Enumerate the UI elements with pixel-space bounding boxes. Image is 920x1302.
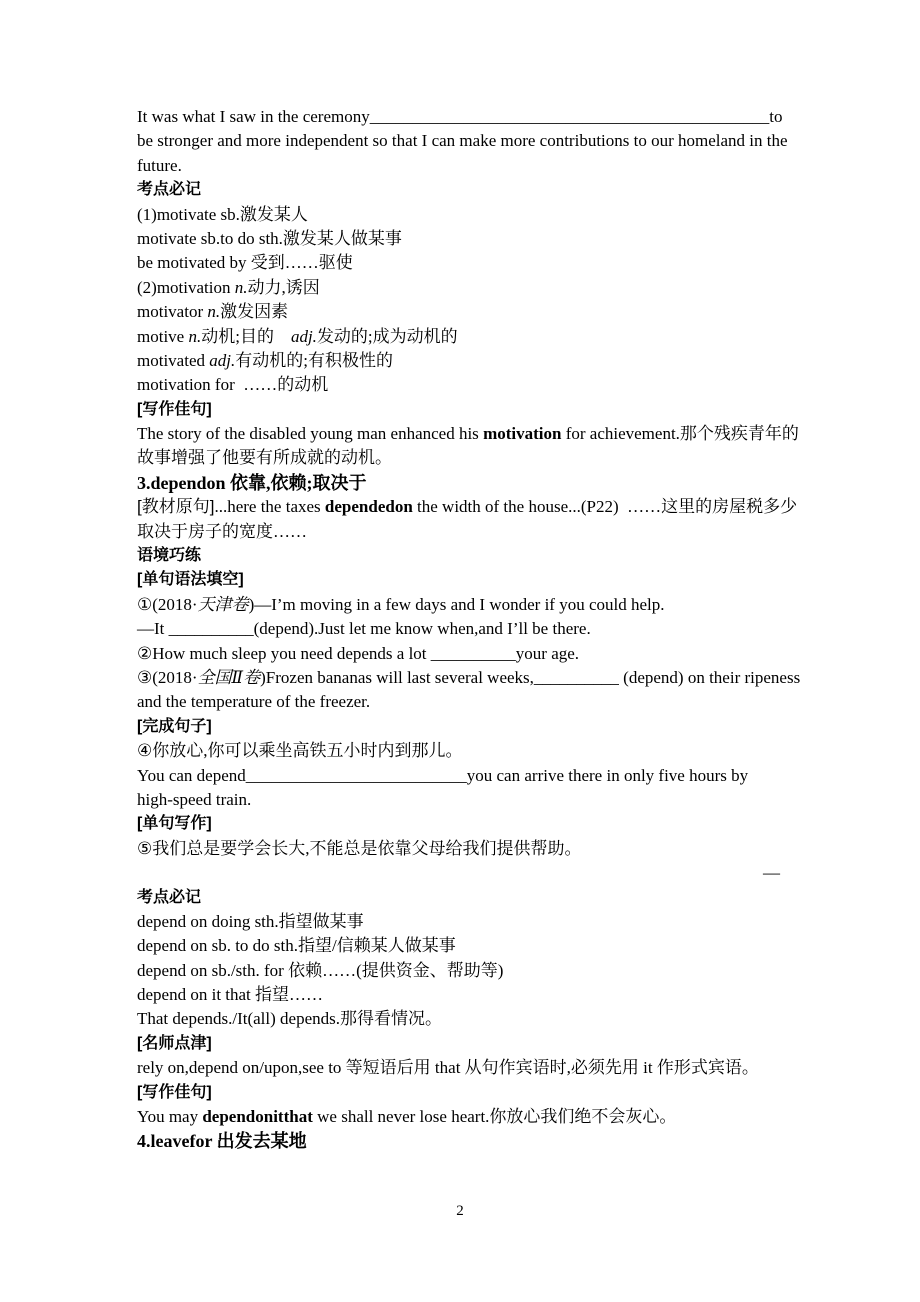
text-segment: be stronger and more independent so that I can make more contributions to our homeland in the — [137, 131, 788, 151]
text-segment: (2)motivation — [137, 277, 235, 297]
text-segment: ⑤我们总是要学会长大,不能总是依靠父母给我们提供帮助。 — [137, 838, 582, 858]
text-segment: depend on doing sth.指望做某事 — [137, 911, 364, 931]
text-segment: 4.leavefor 出发去某地 — [137, 1131, 307, 1152]
section-label-yujing — [137, 544, 780, 568]
text-segment: )Frozen bananas will last several weeks, — [260, 667, 534, 687]
text-segment: high-speed train. — [137, 789, 252, 809]
text-segment: ...here the taxes — [214, 497, 325, 517]
text-segment: 有动机的;有积极性的 — [235, 350, 393, 370]
text-segment: motivator — [137, 302, 208, 322]
text-segment: [写作佳句] — [137, 400, 212, 418]
text-line — [137, 520, 780, 544]
text-line — [137, 349, 780, 373]
textbook-sentence-label: [教材原句] — [137, 497, 215, 517]
section-label-danju-xiezuo — [137, 812, 780, 836]
text-line — [137, 739, 780, 763]
text-line — [137, 129, 788, 153]
text-segment: [完成句子] — [137, 717, 212, 735]
text-segment: motivation for ……的动机 — [137, 375, 329, 395]
text-line — [137, 251, 780, 275]
highlighted-term: dependedon — [324, 497, 413, 517]
text-segment: we shall never lose heart.你放心我们绝不会灰心。 — [312, 1107, 677, 1127]
text-line — [137, 959, 780, 983]
text-segment: 取决于房子的宽度…… — [137, 521, 307, 541]
text-line — [137, 764, 780, 788]
text-line — [137, 227, 780, 251]
text-segment: motivated — [137, 350, 210, 370]
text-segment: ②How much sleep you need depends a lot — [137, 643, 431, 663]
text-line — [137, 446, 780, 470]
text-segment: [写作佳句] — [137, 1083, 212, 1101]
text-line — [137, 495, 798, 519]
text-line — [137, 203, 780, 227]
text-segment: the width of the house...(P22) ……这里的房屋税多少 — [412, 497, 798, 517]
text-segment: (1)motivate sb.激发某人 — [137, 204, 308, 224]
section-label-mingshi — [137, 1032, 780, 1056]
text-segment: 激发因素 — [220, 302, 289, 322]
text-segment: 语境巧练 — [137, 547, 202, 565]
text-segment: (depend) on their ripeness — [618, 667, 801, 687]
text-line — [137, 1007, 780, 1031]
text-segment: depend on it that 指望…… — [137, 985, 324, 1005]
text-segment: to — [769, 107, 783, 126]
text-segment: depend on sb. to do sth.指望/信赖某人做某事 — [137, 936, 456, 956]
text-segment: [单句语法填空] — [137, 571, 244, 589]
pos-tag: n. — [234, 277, 248, 297]
text-line — [137, 642, 780, 666]
text-segment: 考点必记 — [137, 181, 202, 199]
text-segment: 考点必记 — [137, 888, 202, 906]
vocab-heading-dependon — [137, 471, 780, 495]
text-segment: You can depend — [137, 765, 246, 785]
text-line — [137, 983, 780, 1007]
text-segment: your age. — [515, 643, 580, 663]
text-line — [137, 154, 780, 178]
text-segment: [单句写作] — [137, 815, 212, 833]
text-segment: depend on sb./sth. for 依赖……(提供资金、帮助等) — [137, 960, 504, 980]
fill-in-blank: __________ — [533, 667, 619, 687]
text-line — [137, 325, 780, 349]
text-segment: 发动的;成为动机的 — [316, 326, 458, 346]
fill-in-blank: __________________________ — [245, 765, 467, 785]
text-segment: for achievement.那个残疾青年的 — [561, 424, 799, 444]
section-label-wancheng-juzi — [137, 715, 780, 739]
exam-source: 全国Ⅱ卷 — [197, 667, 261, 687]
text-segment: You may — [137, 1107, 203, 1127]
text-segment: you can arrive there in only five hours by — [466, 765, 749, 785]
pos-tag: n. — [207, 302, 221, 322]
answer-dash-line — [137, 861, 780, 885]
pos-tag: adj. — [209, 350, 236, 370]
text-segment: ④你放心,你可以乘坐高铁五小时内到那儿。 — [137, 741, 463, 761]
text-segment: future. — [137, 155, 182, 175]
text-segment: It was what I saw in the ceremony — [137, 107, 370, 126]
text-line — [137, 837, 780, 861]
text-line — [137, 690, 780, 714]
text-line — [137, 1105, 780, 1129]
text-line — [137, 276, 780, 300]
text-segment: That depends./It(all) depends.那得看情况。 — [137, 1009, 442, 1029]
text-segment: 故事增强了他要有所成就的动机。 — [137, 448, 392, 468]
fill-in-blank: _______________________________________________ — [369, 107, 770, 126]
text-line — [137, 934, 780, 958]
text-segment: ③(2018· — [137, 667, 198, 687]
text-segment: be motivated by 受到……驱使 — [137, 253, 353, 273]
text-line — [137, 1056, 780, 1080]
pos-tag: adj. — [290, 326, 317, 346]
highlighted-term: dependonitthat — [202, 1107, 313, 1127]
fill-in-blank: __________ — [168, 619, 254, 639]
text-segment: )—I’m moving in a few days and I wonder if you could help. — [248, 594, 665, 614]
vocab-heading-leavefor — [137, 1129, 780, 1153]
section-label-xiezuo-1 — [137, 398, 780, 422]
text-line — [137, 593, 780, 617]
page-number: 2 — [456, 1203, 464, 1219]
text-line — [137, 300, 780, 324]
pos-tag: n. — [188, 326, 202, 346]
text-segment: — — [763, 863, 780, 883]
text-segment: and the temperature of the freezer. — [137, 692, 371, 712]
text-segment: rely on,depend on/upon,see to 等短语后用 that 从句作宾语时,必须先用 it 作形式宾语。 — [137, 1058, 759, 1078]
section-label-xiezuo-2 — [137, 1081, 780, 1105]
text-segment: The story of the disabled young man enhanced his — [137, 424, 484, 444]
text-segment: motive — [137, 326, 189, 346]
section-label-kaodian-2 — [137, 886, 780, 910]
text-segment: (depend).Just let me know when,and I’ll be there. — [253, 619, 591, 639]
text-line — [137, 788, 780, 812]
text-line — [137, 617, 780, 641]
text-line — [137, 373, 780, 397]
text-segment: —It — [137, 619, 169, 639]
text-line — [137, 422, 799, 446]
text-segment: [名师点津] — [137, 1034, 212, 1052]
text-segment: motivate sb.to do sth.激发某人做某事 — [137, 228, 402, 248]
text-line — [137, 666, 801, 690]
text-line — [137, 105, 783, 129]
section-label-kaodian — [137, 178, 780, 202]
text-segment: ①(2018· — [137, 594, 198, 614]
section-label-danju-tiankong — [137, 568, 780, 592]
text-segment: 动机;目的 — [201, 326, 291, 346]
document-content — [137, 105, 801, 1154]
text-segment: 动力,诱因 — [247, 277, 320, 297]
text-line — [137, 910, 780, 934]
text-segment: 3.dependon 依靠,依赖;取决于 — [137, 472, 367, 493]
fill-in-blank: __________ — [430, 643, 516, 663]
highlighted-term: motivation — [483, 424, 562, 444]
exam-source: 天津卷 — [197, 594, 249, 614]
